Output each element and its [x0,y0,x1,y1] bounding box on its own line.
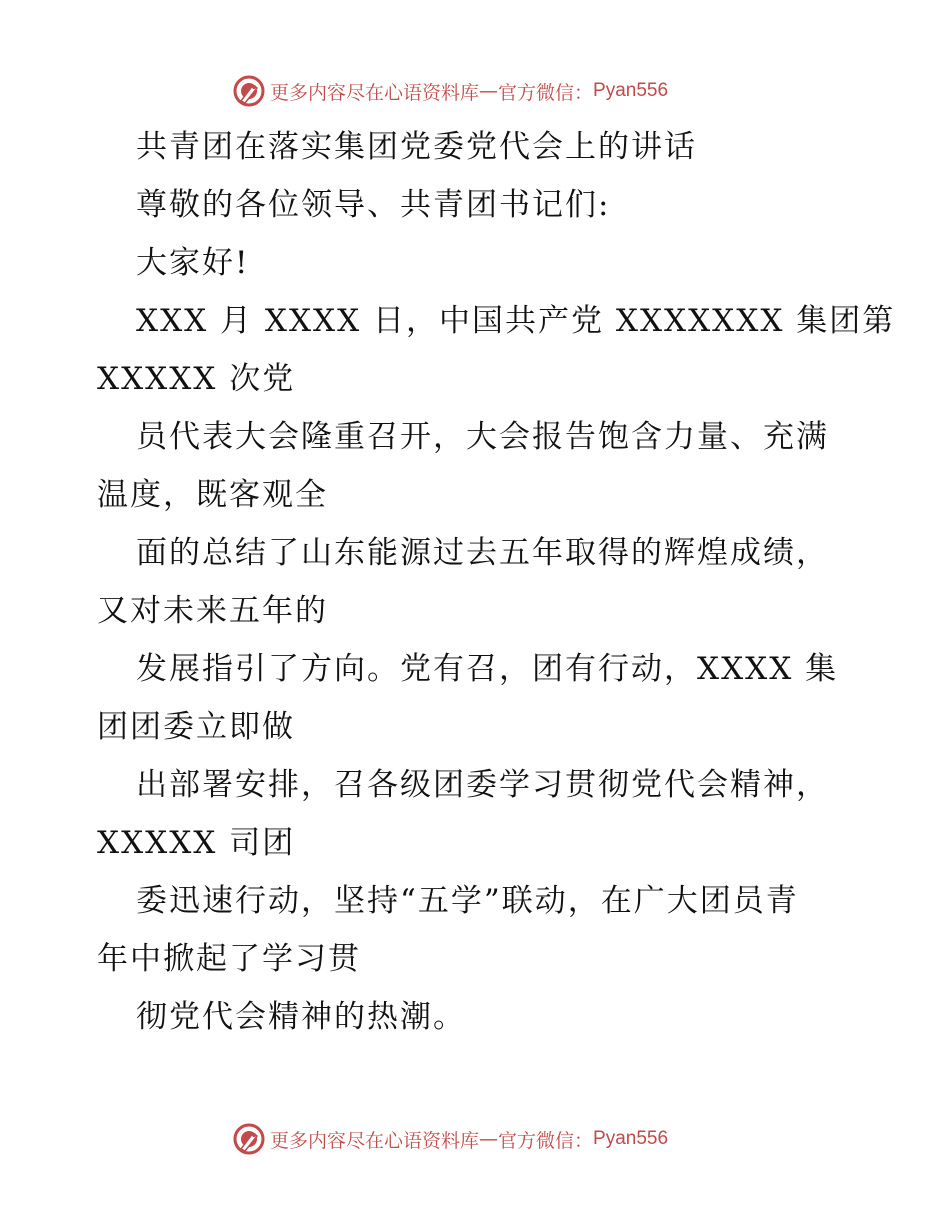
footer-watermark [232,1121,668,1157]
text-line: 团团委立即做 [97,709,295,745]
watermark-wechat-id: Pyan556 [593,1128,669,1149]
watermark-label: 官方微信： [498,1129,594,1152]
pen-nib-circle-icon [232,74,266,108]
header-watermark [232,73,668,109]
text-line: 员代表大会隆重召开，大会报告饱含力量、充满 [136,419,829,455]
text-line: 年中掀起了学习贯 [97,941,361,977]
text-line: 彻党代会精神的热潮。 [136,999,466,1035]
watermark-separator: — [479,1128,499,1150]
text-line: 出部署安排，召各级团委学习贯彻党代会精神， [136,767,829,803]
text-line: 共青团在落实集团党委党代会上的讲话 [136,129,697,165]
text-line: XXXXX 司团 [97,825,296,861]
text-line: 发展指引了方向。党有召，团有行动，XXXX 集 [136,651,839,687]
document-body [97,118,896,1046]
text-line: 尊敬的各位领导、共青团书记们: [136,187,611,223]
pen-nib-circle-icon [232,1122,266,1156]
text-line: 面的总结了山东能源过去五年取得的辉煌成绩， [136,535,829,571]
text-line: 温度，既客观全 [97,477,328,513]
watermark-text: 更多内容尽在心语资料库 [270,81,480,104]
watermark-label: 官方微信： [498,81,594,104]
watermark-wechat-id: Pyan556 [593,80,669,101]
text-line: 又对未来五年的 [97,593,328,629]
watermark-text: 更多内容尽在心语资料库 [270,1129,480,1152]
watermark-separator: — [479,80,499,102]
text-line: 大家好! [136,245,250,281]
text-line: XXX 月 XXXX 日，中国共产党 XXXXXXX 集团第 [136,303,896,339]
text-line: 委迅速行动，坚持“五学”联动，在广大团员青 [136,883,799,919]
text-line: XXXXX 次党 [97,361,296,397]
